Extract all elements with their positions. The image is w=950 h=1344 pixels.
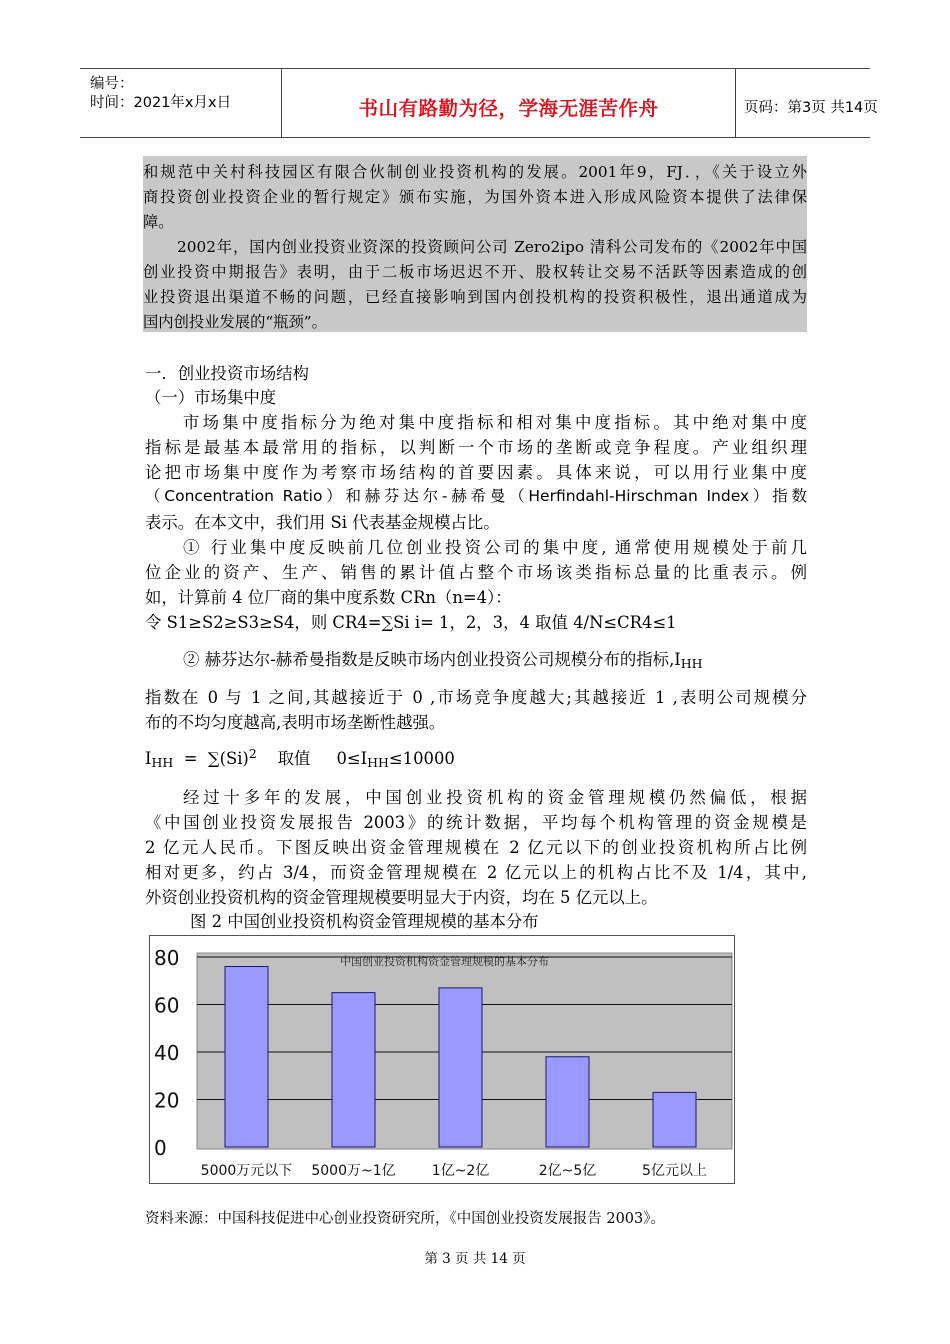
formula-ihh bbox=[145, 745, 807, 770]
para1-line: （Concentration Ratio）和赫芬达尔-赫希曼（Herfindahl-Hirschman Index）指数 bbox=[145, 487, 807, 505]
motto: 书山有路勤为径，学海无涯苦作舟 bbox=[358, 97, 659, 120]
x-tick-label: 5000万元以下 bbox=[200, 1163, 293, 1179]
para3-line bbox=[183, 646, 807, 671]
para3-line: 布的不均匀度越高,表明市场垄断性越强。 bbox=[145, 713, 446, 732]
bar bbox=[332, 993, 375, 1147]
ihh-sup: 2 bbox=[248, 746, 257, 761]
header-page-cell bbox=[735, 69, 878, 137]
para3-line: 指数在 0 与 1 之间,其越接近于 0 ,市场竞争度越大;其越接近 1 ,表明公司规模分 bbox=[145, 688, 807, 707]
para4-line: 《中国创业投资发展报告 2003》的统计数据，平均每个机构管理的资金规模是 bbox=[145, 813, 807, 832]
para1-line: 市场集中度指标分为绝对集中度指标和相对集中度指标。其中绝对集中度 bbox=[183, 413, 807, 432]
ihh-eq: = ∑(Si) bbox=[173, 749, 249, 768]
time-label: 时间：2021年x月x日 bbox=[90, 95, 232, 111]
header-meta bbox=[80, 69, 281, 137]
bar-chart bbox=[149, 935, 735, 1184]
para1-line: 指标是最基本最常用的指标，以判断一个市场的垄断或竞争程度。产业组织理 bbox=[145, 438, 807, 457]
para4-line: 外资创业投资机构的资金管理规模要明显大于内资，均在 5 亿元以上。 bbox=[145, 888, 658, 907]
para4-line: 相对更多，约占 3/4，而资金管理规模在 2 亿元以上的机构占比不及 1/4，其中, bbox=[145, 863, 807, 882]
section-title: 一．创业投资市场结构 bbox=[145, 364, 309, 383]
number-label: 编号： bbox=[90, 76, 134, 92]
y-tick-label: 0 bbox=[154, 1136, 167, 1160]
para2-line: 位企业的资产、生产、销售的累计值占整个市场该类指标总量的比重表示。例 bbox=[145, 563, 807, 582]
shaded-line: 2002年，国内创业投资业资深的投资顾问公司 Zero2ipo 清科公司发布的《2002年中国 bbox=[177, 238, 807, 256]
bar bbox=[546, 1057, 589, 1147]
page-header bbox=[80, 68, 878, 138]
para4-line: 经过十多年的发展，中国创业投资机构的资金管理规模仍然偏低，根据 bbox=[183, 788, 807, 807]
ihh-sub: HH bbox=[151, 755, 174, 770]
shaded-line: 业投资退出渠道不畅的问题，已经直接影响到国内创投机构的投资积极性，退出通道成为 bbox=[143, 288, 807, 306]
ihh-range-pre: 取值 0≤I bbox=[256, 749, 368, 768]
bar bbox=[439, 988, 482, 1147]
hh-subscript: HH bbox=[680, 656, 703, 671]
shaded-line: 障。 bbox=[143, 213, 174, 231]
subsection-title: （一）市场集中度 bbox=[145, 388, 277, 407]
page-label: 页码：第3页 共14页 bbox=[744, 100, 878, 116]
y-tick-label: 60 bbox=[154, 993, 180, 1018]
formula-cr4: 令 S1≥S2≥S3≥S4，则 CR4=∑Si i= 1，2，3，4 取值 4/N≤CR4≤1 bbox=[145, 613, 677, 632]
shaded-line: 商投资创业投资企业的暂行规定》颁布实施，为国外资本进入形成风险资本提供了法律保 bbox=[143, 188, 807, 206]
para2-line: ① 行业集中度反映前几位创业投资公司的集中度, 通常使用规模处于前几 bbox=[183, 538, 807, 557]
x-tick-label: 5亿元以上 bbox=[642, 1163, 707, 1179]
para4-line: 2 亿元人民币。下图反映出资金管理规模在 2 亿元以下的创业投资机构所占比例 bbox=[145, 838, 807, 857]
header-motto-cell bbox=[281, 69, 736, 137]
x-tick-label: 1亿~2亿 bbox=[431, 1163, 490, 1179]
shaded-line: 创业投资中期报告》表明，由于二板市场迟迟不开、股权转让交易不活跃等因素造成的创 bbox=[143, 263, 807, 281]
chart-title: 中国创业投资机构资金管理规模的基本分布 bbox=[340, 955, 549, 968]
y-tick-label: 40 bbox=[154, 1041, 180, 1065]
para3-text: ② 赫芬达尔-赫希曼指数是反映市场内创业投资公司规模分布的指标,I bbox=[183, 650, 681, 669]
page-footer: 第 3 页 共 14 页 bbox=[424, 1251, 526, 1267]
chart-svg bbox=[150, 936, 734, 1183]
y-tick-label: 80 bbox=[154, 946, 180, 970]
shaded-line: 国内创投业发展的“瓶颈”。 bbox=[143, 313, 327, 331]
ihh-sub-2: HH bbox=[367, 755, 389, 770]
figure-caption: 图 2 中国创业投资机构资金管理规模的基本分布 bbox=[190, 912, 539, 931]
ihh-range-post: ≤10000 bbox=[388, 749, 455, 768]
bar bbox=[225, 967, 268, 1148]
para1-line: 表示。在本文中，我们用 Si 代表基金规模占比。 bbox=[145, 513, 500, 532]
x-tick-label: 5000万~1亿 bbox=[311, 1163, 396, 1179]
shaded-line: 和规范中关村科技园区有限合伙制创业投资机构的发展。2001年9，FJ．，《关于设立外 bbox=[143, 163, 807, 181]
x-tick-label: 2亿~5亿 bbox=[538, 1163, 597, 1179]
bar bbox=[653, 1092, 696, 1147]
para2-line: 如，计算前 4 位厂商的集中度系数 CRn（n=4）： bbox=[145, 588, 512, 607]
source-note: 资料来源：中国科技促进中心创业投资研究所，《中国创业投资发展报告 2003》。 bbox=[145, 1211, 666, 1227]
y-tick-label: 20 bbox=[154, 1088, 180, 1113]
para1-line: 论把市场集中度作为考察市场结构的首要因素。具体来说，可以用行业集中度 bbox=[145, 463, 807, 482]
ihh-i: I bbox=[145, 749, 152, 768]
